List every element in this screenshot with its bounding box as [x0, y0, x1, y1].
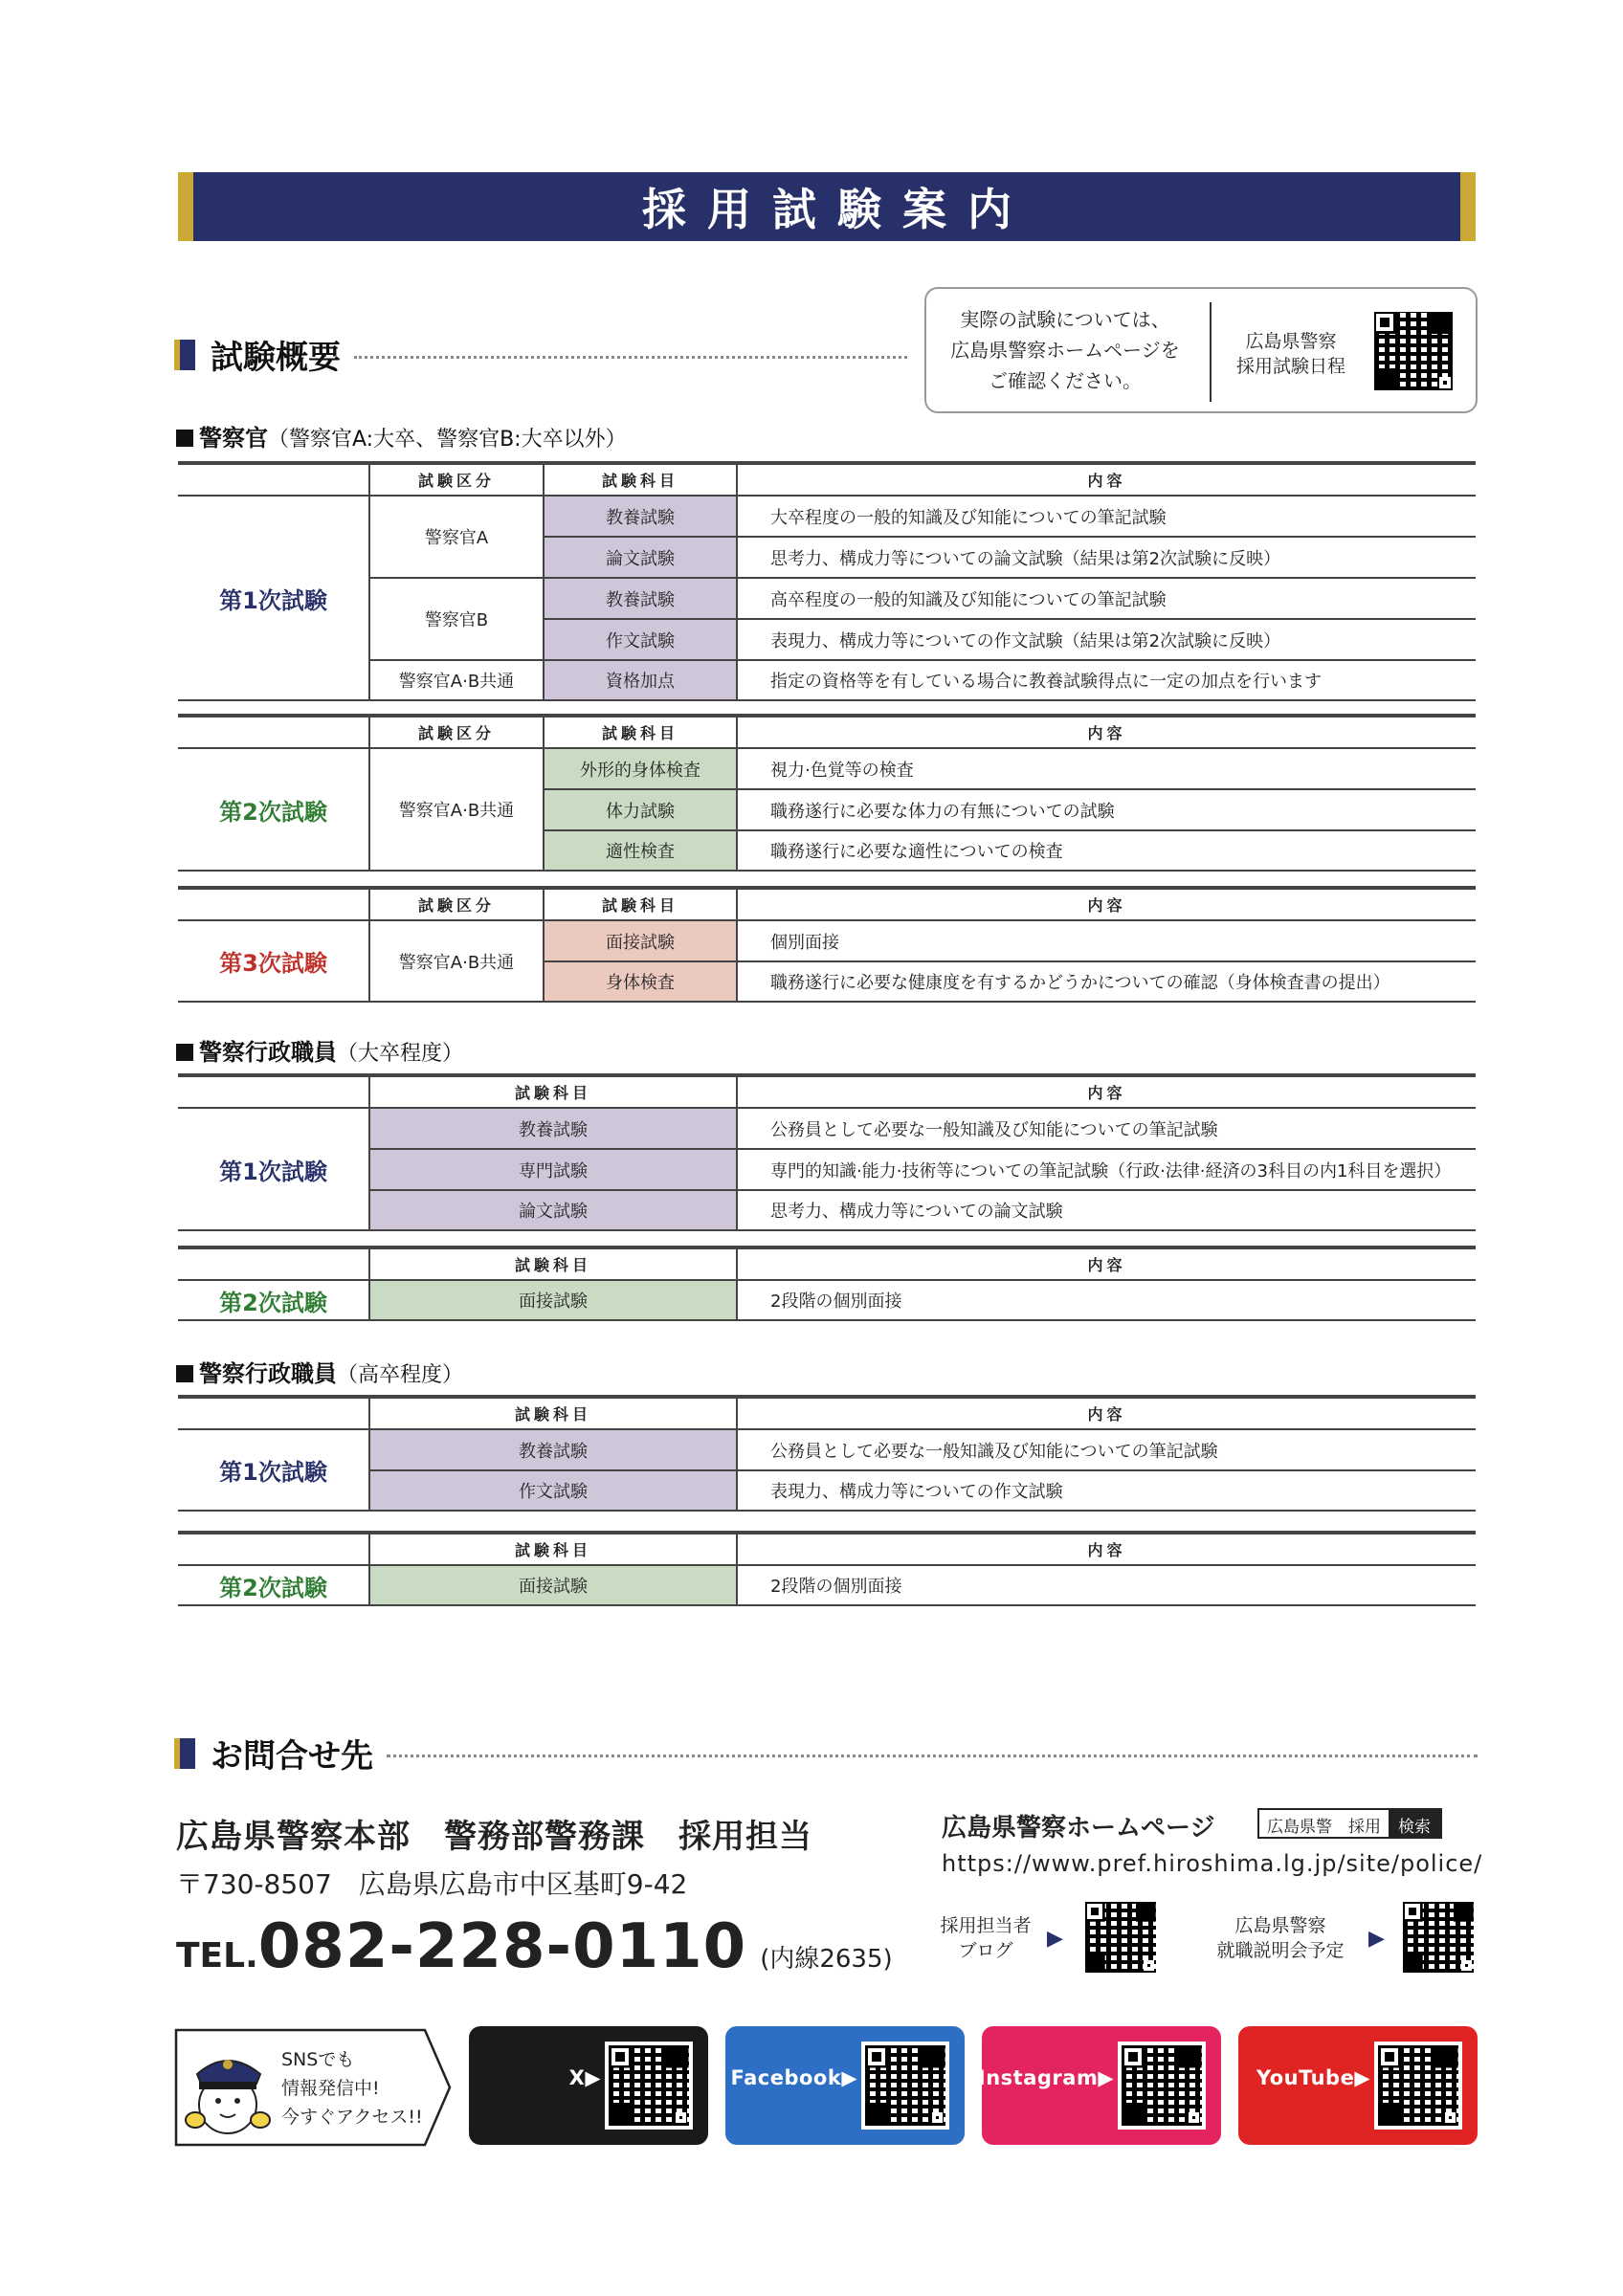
admin-univ-stage2-table: 試験科目 内容 第2次試験 面接試験 2段階の個別面接 [178, 1246, 1476, 1321]
facebook-label: Facebook▶ [730, 2066, 857, 2089]
blog-label: 採用担当者 ブログ [940, 1915, 1032, 1961]
stage-label: 第3次試験 [178, 920, 369, 1002]
homepage-url[interactable]: https://www.pref.hiroshima.lg.jp/site/police/ [942, 1850, 1483, 1877]
officer-section-title: 警察官（警察官A:大卒、警察官B:大卒以外） [176, 419, 627, 453]
mascot-text: SNSでも 情報発信中! 今すぐアクセス!! [281, 2049, 423, 2128]
telephone: TEL. 082-228-0110 (内線2635) [176, 1911, 893, 1982]
instagram-qr-icon [1118, 2042, 1206, 2130]
homepage-title: 広島県警察ホームページ [942, 1814, 1215, 1843]
admin-high-stage1-table: 試験科目 内容 第1次試験 教養試験 公務員として必要な一般知識及び知能についての筆記試験 作文試験 表現力、構成力等についての作文試験 [178, 1395, 1476, 1512]
youtube-qr-icon [1374, 2042, 1462, 2130]
contact-heading: お問合せ先 [211, 1737, 373, 1776]
phone-number: 082-228-0110 [257, 1911, 747, 1982]
exam-schedule-qr-icon[interactable] [1370, 308, 1456, 394]
address: 〒730-8507 広島県広島市中区基町9-42 [176, 1868, 688, 1900]
admin-high-stage2-table: 試験科目 内容 第2次試験 面接試験 2段階の個別面接 [178, 1531, 1476, 1606]
stage-label: 第1次試験 [178, 1108, 369, 1230]
search-box[interactable] [1257, 1808, 1442, 1839]
admin-univ-section-title: 警察行政職員（大卒程度） [176, 1033, 463, 1067]
search-query: 広島県警 採用 [1267, 1818, 1381, 1837]
section-heading-overview [174, 331, 907, 378]
sns-x-button[interactable] [469, 2026, 708, 2145]
notice-message: 実際の試験については、 広島県警察ホームページを ご確認ください。 [950, 308, 1180, 392]
search-button[interactable]: 検索 [1389, 1810, 1440, 1837]
stage-label: 第2次試験 [178, 1565, 369, 1605]
facebook-qr-icon [861, 2042, 949, 2130]
sns-instagram-button[interactable] [977, 2026, 1221, 2145]
section-heading-contact [174, 1730, 1478, 1777]
admin-high-section-title: 警察行政職員（高卒程度） [176, 1355, 463, 1388]
x-label: X▶ [568, 2066, 601, 2089]
blog-qr-icon[interactable] [1081, 1898, 1160, 1976]
officer-stage2-table: 試験区分 試験科目 内容 第2次試験 警察官A·B共通 外形的身体検査 視力·色覚等の検査 体力試験 職務遂行に必要な体力の有無についての試験 適性検査 職務遂行に必要な適性についての検査 [178, 714, 1476, 872]
arrow-right-icon: ▶ [1047, 1927, 1063, 1951]
stage-label: 第2次試験 [178, 748, 369, 871]
sns-mascot-bubble [174, 2028, 452, 2147]
page-banner [178, 172, 1476, 241]
notice-box [924, 287, 1478, 413]
x-qr-icon [605, 2042, 693, 2130]
organization-name: 広島県警察本部 警務部警務課 採用担当 [176, 1818, 812, 1856]
sns-facebook-button[interactable] [725, 2026, 965, 2145]
arrow-right-icon: ▶ [1368, 1927, 1385, 1951]
admin-univ-stage1-table: 試験科目 内容 第1次試験 教養試験 公務員として必要な一般知識及び知能についての筆記試験 専門試験 専門的知識·能力·技術等についての筆記試験（行政·法律·経済の3科目の内1科目を選択） 論文試験 思考力、構成力等についての論文試験 [178, 1073, 1476, 1231]
seminar-qr-icon[interactable] [1399, 1898, 1478, 1976]
officer-stage3-table: 試験区分 試験科目 内容 第3次試験 警察官A·B共通 面接試験 個別面接 身体検査 職務遂行に必要な健康度を有するかどうかについての確認（身体検査書の提出） [178, 886, 1476, 1003]
stage-label: 第1次試験 [178, 1429, 369, 1511]
seminar-label: 広島県警察 就職説明会予定 [1216, 1915, 1345, 1961]
exam-schedule-qr-label: 広島県警察 採用試験日程 [1235, 331, 1345, 377]
overview-heading: 試験概要 [211, 339, 341, 377]
stage-label: 第1次試験 [178, 496, 369, 700]
instagram-label: Instagram▶ [977, 2066, 1114, 2089]
sns-youtube-button[interactable] [1238, 2026, 1478, 2145]
officer-stage1-table: 試験区分 試験科目 内容 第1次試験 警察官A 教養試験 大卒程度の一般的知識及び知能についての筆記試験 論文試験 思考力、構成力等についての論文試験（結果は第2次試験に反映） 警察官B 教養試験 高卒程度の一般的知識及び知能についての筆記試験 作文試験 表現力、構成力等についての作文試験（結果は第2次試験に反映） 警察官A·B共通 資格加点 指定の資格等を有している場合に教養試験得点に一定の加点を行います [178, 461, 1476, 701]
youtube-label: YouTube▶ [1256, 2066, 1370, 2089]
page-title: 採用試験案内 [642, 184, 1033, 235]
stage-label: 第2次試験 [178, 1280, 369, 1320]
